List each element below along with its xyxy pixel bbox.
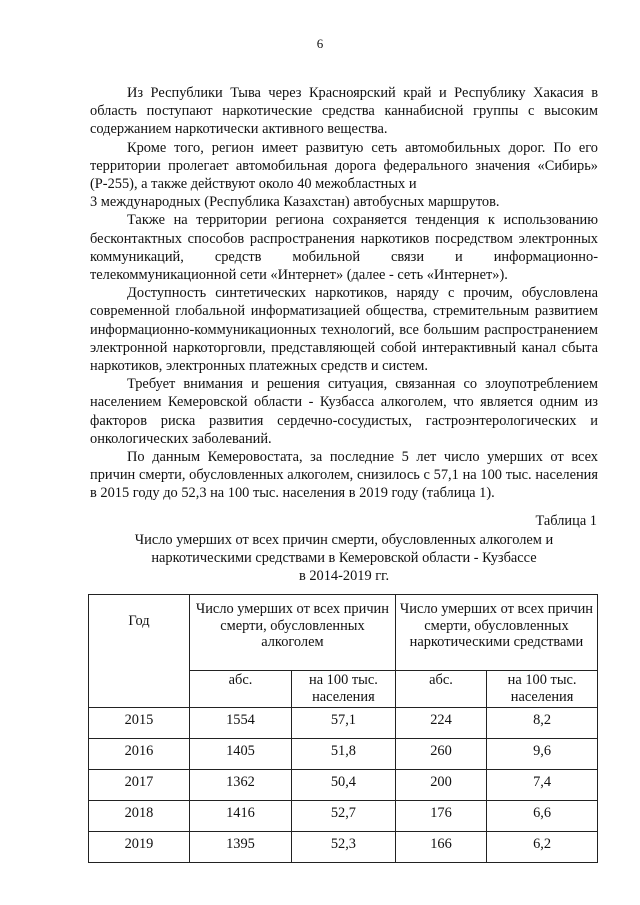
- paragraph: Требует внимания и решения ситуация, связанная со злоупотреблением населением Кемеровской области - Кузбасса алкоголем, что является одним из факторов риска развития сердечно-сосудистых, гастроэнтерологических и онкологических заболеваний.: [90, 376, 598, 447]
- cell-drug-rate: 7,4: [487, 770, 598, 801]
- table-caption: [90, 531, 598, 586]
- table-header-row: [89, 595, 598, 671]
- cell-alc-abs: 1405: [189, 739, 291, 770]
- table-row: [89, 708, 598, 739]
- cell-drug-rate: 8,2: [487, 708, 598, 739]
- cell-year: 2018: [89, 801, 190, 832]
- cell-drug-rate: 6,2: [487, 832, 598, 863]
- header-alcohol: Число умерших от всех причин смерти, обусловленных алкоголем: [189, 595, 395, 671]
- paragraph: Кроме того, регион имеет развитую сеть автомобильных дорог. По его территории пролегает автомобильная дорога федерального значения «Сибирь» (Р-255), а также действуют около 40 межобластных и: [90, 139, 598, 193]
- cell-alc-rate: 52,7: [291, 801, 395, 832]
- cell-alc-abs: 1416: [189, 801, 291, 832]
- cell-alc-abs: 1554: [189, 708, 291, 739]
- caption-line: в 2014-2019 гг.: [298, 568, 390, 585]
- paragraph: Также на территории региона сохраняется тенденция к использованию бесконтактных способов распространения наркотиков посредством электронных коммуникаций, средств мобильной связи и информационно-телекоммуникационной сети «Интернет» (далее - сеть «Интернет»).: [90, 212, 598, 284]
- cell-alc-rate: 51,8: [291, 739, 395, 770]
- mortality-table: [88, 594, 598, 863]
- cell-drug-abs: 166: [395, 832, 486, 863]
- cell-drug-rate: 6,6: [487, 801, 598, 832]
- cell-drug-abs: 176: [395, 801, 486, 832]
- cell-year: 2016: [89, 739, 190, 770]
- cell-alc-rate: 50,4: [291, 770, 395, 801]
- cell-alc-abs: 1395: [189, 832, 291, 863]
- cell-drug-abs: 260: [395, 739, 486, 770]
- paragraph: Из Республики Тыва через Красноярский край и Республику Хакасия в область поступают наркотические средства каннабисной группы с высоким содержанием наркотически активного вещества.: [90, 85, 598, 138]
- cell-drug-abs: 224: [395, 708, 486, 739]
- subheader-abs: абс.: [395, 671, 486, 708]
- cell-year: 2015: [89, 708, 190, 739]
- paragraph: Доступность синтетических наркотиков, наряду с прочим, обусловлена современной глобальной информатизацией общества, стремительным развитием информационно-коммуникационных технологий, все большим распространением электронной наркоторговли, представляющей собой интерактивный канал сбыта наркотиков, электронных платежных средств и систем.: [90, 285, 598, 375]
- header-drugs: Число умерших от всех причин смерти, обусловленных наркотическими средствами: [395, 595, 597, 671]
- page-number: 6: [316, 36, 324, 51]
- cell-alc-rate: 52,3: [291, 832, 395, 863]
- caption-line: наркотическими средствами в Кемеровской области - Кузбассе: [151, 550, 537, 567]
- cell-year: 2019: [89, 832, 190, 863]
- cell-drug-rate: 9,6: [487, 739, 598, 770]
- table-label: Таблица 1: [535, 513, 597, 529]
- paragraph-continuation: 3 международных (Республика Казахстан) автобусных маршрутов.: [90, 194, 500, 211]
- table-row: [89, 801, 598, 832]
- table-row: [89, 832, 598, 863]
- caption-line: Число умерших от всех причин смерти, обусловленных алкоголем и: [134, 532, 554, 548]
- table-row: [89, 739, 598, 770]
- cell-alc-rate: 57,1: [291, 708, 395, 739]
- table-row: [89, 770, 598, 801]
- cell-drug-abs: 200: [395, 770, 486, 801]
- cell-alc-abs: 1362: [189, 770, 291, 801]
- header-year: Год: [89, 595, 190, 708]
- body-text: [90, 84, 598, 503]
- subheader-abs: абс.: [189, 671, 291, 708]
- subheader-per100k: на 100 тыс. населения: [487, 671, 598, 708]
- paragraph: По данным Кемеровостата, за последние 5 лет число умерших от всех причин смерти, обусловленных алкоголем, снизилось с 57,1 на 100 тыс. населения в 2015 году до 52,3 на 100 тыс. населения в 2019 году (таблица 1).: [90, 449, 598, 502]
- subheader-per100k: на 100 тыс. населения: [291, 671, 395, 708]
- cell-year: 2017: [89, 770, 190, 801]
